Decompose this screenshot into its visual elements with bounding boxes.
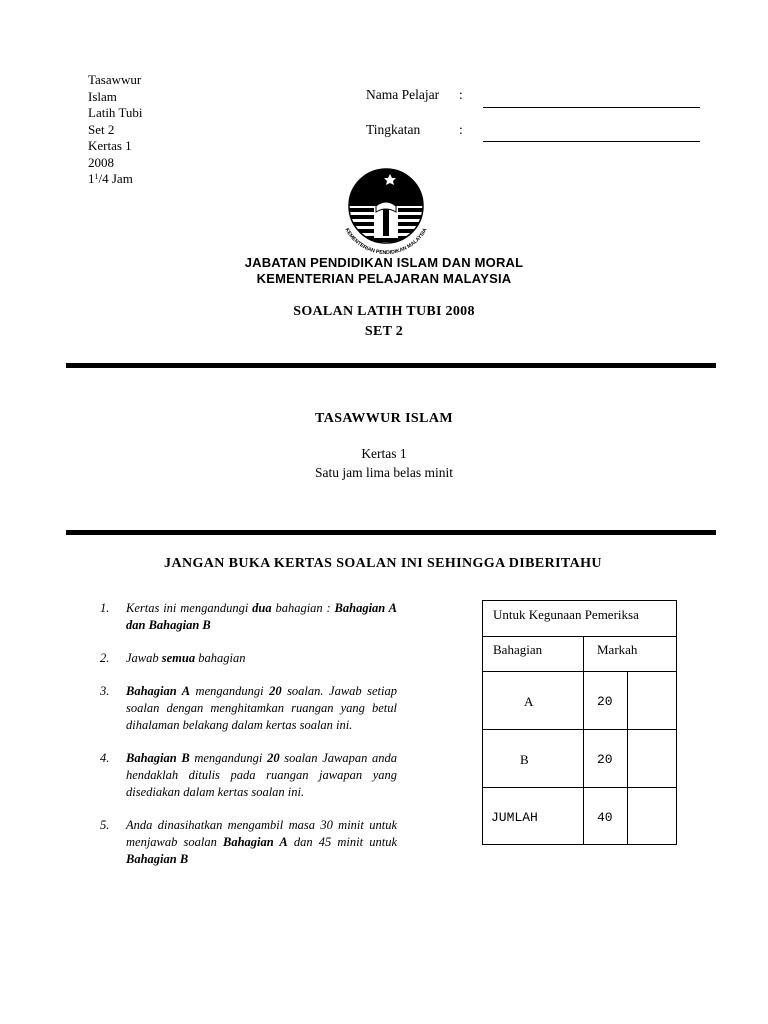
ministry-logo: [332, 162, 440, 256]
table-row-section: JUMLAH: [491, 810, 538, 825]
column-header-marks: Markah: [597, 642, 638, 657]
subject-line: Islam: [88, 88, 117, 104]
form-colon: :: [459, 122, 463, 137]
table-divider: [483, 787, 676, 788]
table-row-marks: 20: [597, 752, 613, 767]
table-divider: [627, 671, 628, 845]
column-header-section: Bahagian: [493, 642, 543, 657]
table-divider: [483, 671, 676, 672]
form-field[interactable]: [483, 141, 700, 142]
form-label: Tingkatan: [366, 122, 421, 137]
student-name-label: Nama Pelajar: [366, 87, 440, 102]
instruction-item: 3. Bahagian A mengandungi 20 soalan. Jawab setiap soalan dengan menghitamkan ruangan yang betul dihalaman belakang dalam kertas soalan ini.: [100, 684, 397, 732]
table-row-section: B: [520, 752, 529, 767]
instructions-list: [100, 600, 397, 868]
paper-info-block: [88, 72, 143, 188]
paper-line: Kertas 1: [88, 138, 132, 153]
set-line: Set 2: [88, 121, 115, 137]
instruction-item: 1. Kertas ini mengandungi dua bahagian : Bahagian A dan Bahagian B: [100, 601, 397, 632]
table-row-marks: 40: [597, 810, 613, 825]
logo-ring-text: KEMENTERIAN PENDIDIKAN MALAYSIA: [343, 227, 429, 256]
year-line: 2008: [88, 154, 114, 170]
marks-awarded-b[interactable]: [631, 735, 671, 781]
paper-name: Kertas 1: [361, 446, 407, 461]
divider-bottom: [66, 530, 716, 535]
instruction-item: 2. Jawab semua bahagian: [100, 651, 246, 665]
department-name: JABATAN PENDIDIKAN ISLAM DAN MORAL: [244, 255, 524, 270]
table-row-marks: 20: [597, 694, 613, 709]
exam-set: SET 2: [364, 324, 404, 339]
paper-duration: Satu jam lima belas minit: [315, 465, 453, 480]
table-divider: [483, 729, 676, 730]
subject-line: Tasawwur: [88, 72, 142, 87]
student-name-field[interactable]: [483, 107, 700, 108]
exam-title: SOALAN LATIH TUBI 2008: [293, 304, 475, 319]
duration-line: $1^1/4$ Jam: [88, 171, 133, 186]
table-title: Untuk Kegunaan Pemeriksa: [493, 607, 639, 622]
warning-notice: JANGAN BUKA KERTAS SOALAN INI SEHINGGA DIBERITAHU: [164, 556, 602, 571]
ministry-name: KEMENTERIAN PELAJARAN MALAYSIA: [256, 271, 512, 286]
instruction-item: 4. Bahagian B mengandungi 20 soalan Jawapan anda hendaklah ditulis pada ruangan jawapan yang disediakan dalam kertas soalan ini.: [100, 751, 397, 799]
table-divider: [483, 636, 676, 637]
table-divider: [583, 636, 584, 845]
marks-awarded-total[interactable]: [631, 793, 671, 839]
marks-awarded-a[interactable]: [631, 677, 671, 723]
examiner-use-table: [482, 600, 677, 845]
instruction-item: 5. Anda dinasihatkan mengambil masa 30 minit untuk menjawab soalan Bahagian A dan 45 minit untuk Bahagian B: [100, 818, 397, 866]
subject-title: TASAWWUR ISLAM: [315, 411, 453, 426]
table-row-section: A: [524, 694, 534, 709]
divider-top: [66, 363, 716, 368]
student-name-colon: :: [459, 87, 463, 102]
series-line: Latih Tubi: [88, 105, 143, 120]
